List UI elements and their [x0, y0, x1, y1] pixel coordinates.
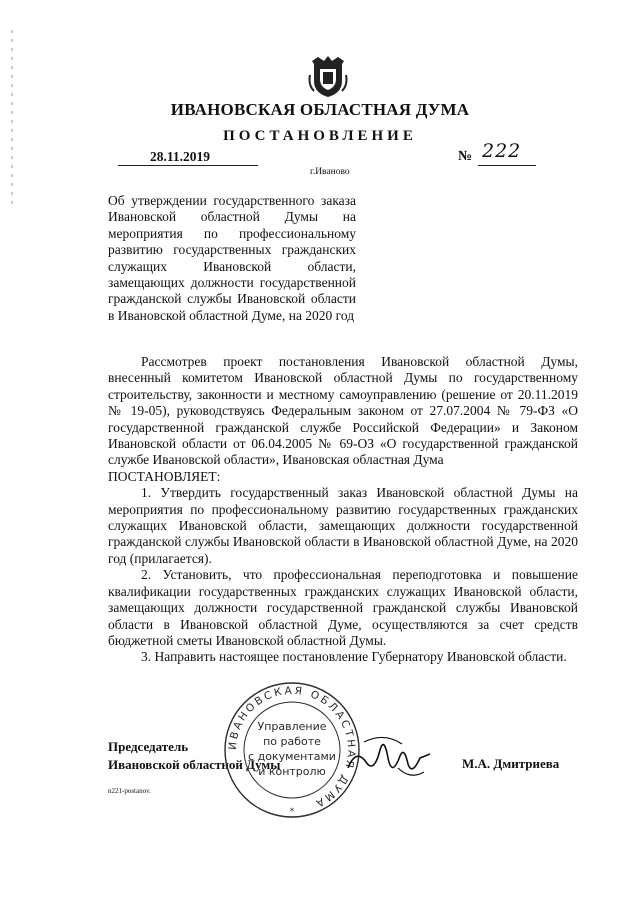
resolution-item-1: 1. Утвердить государственный заказ Ивановской областной Думы на мероприятия по профессиональному развитию государственных гражданских служащих Ивановской области, замещающих должности государственной гражданской службы Ивановской области в Ивановской областной Думе, на 2020 год (прилагается). [108, 485, 578, 566]
coat-of-arms-icon [308, 55, 348, 99]
document-city: г.Иваново [310, 167, 350, 177]
resolves-heading: ПОСТАНОВЛЯЕТ: [108, 468, 221, 484]
stamp-line-3: с документами [248, 750, 336, 763]
document-date: 28.11.2019 [150, 149, 211, 164]
handwritten-signature [344, 728, 434, 786]
organization-title: ИВАНОВСКАЯ ОБЛАСТНАЯ ДУМА [170, 100, 470, 119]
stamp-line-1: Управление [257, 720, 327, 733]
document-type: ПОСТАНОВЛЕНИЕ [223, 128, 417, 144]
stamp-line-2: по работе [263, 735, 321, 748]
signatory-title-line1: Председатель [108, 739, 189, 754]
scan-edge-mark [10, 30, 14, 210]
number-label: № [458, 149, 473, 164]
document-number: 222 [482, 140, 522, 162]
signatory-title-line2: Ивановской областной Думы [108, 757, 281, 772]
document-subject: Об утверждении государственного заказа Ивановской областной Думы на мероприятия по профессиональному развитию государственных гражданских служащих Ивановской области, замещающих должности государственной гражданской службы Ивановской области в Ивановской областной Думе, на 2020 год [108, 193, 356, 323]
preamble-paragraph: Рассмотрев проект постановления Ивановской областной Думы, внесенный комитетом Ивановской областной Думы по государственному строительству, законности и местному самоуправлению (решение от 20.11.2019 № 19-05), руководствуясь Федеральным законом от 27.07.2004 № 79-ФЗ «О государственной гражданской службе Российской Федерации» и Законом Ивановской области от 06.04.2005 № 69-ОЗ «О государственной гражданской службе Ивановской области», Ивановская областная Дума [108, 354, 578, 468]
date-underline [118, 165, 258, 166]
signatory-name: М.А. Дмитриева [462, 756, 560, 771]
official-stamp [222, 680, 362, 820]
resolution-item-2: 2. Установить, что профессиональная переподготовка и повышение квалификации государственных гражданских служащих Ивановской области, замещающих должности государственной гражданской службы Ивановской области в Ивановской областной Думе, осуществляются за счет средств бюджетной сметы Ивановской областной Думы. [108, 567, 578, 648]
resolution-item-3: 3. Направить настоящее постановление Губернатору Ивановской области. [141, 649, 567, 665]
file-reference: n221-postanov. [108, 787, 151, 795]
svg-text:*: * [289, 807, 295, 817]
document-body [108, 354, 578, 666]
stamp-line-4: и контролю [258, 765, 326, 778]
stamp-ring-text: ИВАНОВСКАЯ ОБЛАСТНАЯ ДУМА [226, 684, 358, 811]
number-underline [478, 165, 536, 166]
